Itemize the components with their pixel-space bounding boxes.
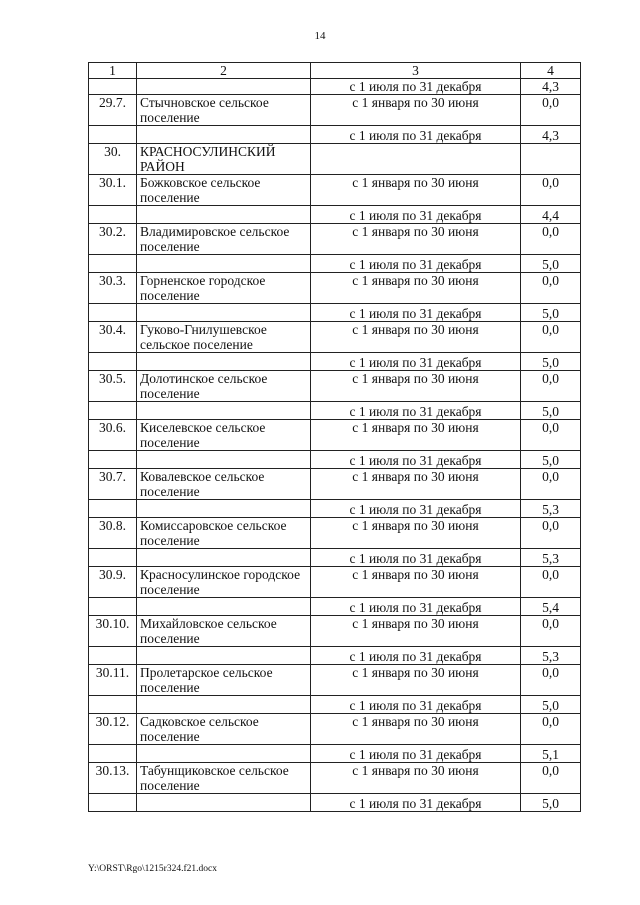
cell-period: с 1 июля по 31 декабря — [311, 206, 521, 224]
cell-period: с 1 июля по 31 декабря — [311, 549, 521, 567]
cell-value: 0,0 — [521, 371, 581, 402]
cell-period: с 1 июля по 31 декабря — [311, 304, 521, 322]
cell-value: 0,0 — [521, 567, 581, 598]
table-row-second-half — [89, 647, 581, 665]
cell-period: с 1 июля по 31 декабря — [311, 647, 521, 665]
cell-num: 29.7. — [89, 95, 137, 126]
cell-num — [89, 647, 137, 665]
cell-value: 0,0 — [521, 95, 581, 126]
table-row — [89, 616, 581, 647]
cell-num — [89, 451, 137, 469]
table-row-second-half — [89, 255, 581, 273]
table-row — [89, 224, 581, 255]
cell-name: Табунщиковское сельское поселение — [137, 763, 311, 794]
header-row — [89, 63, 581, 79]
cell-name — [137, 745, 311, 763]
cell-period: с 1 января по 30 июня — [311, 175, 521, 206]
table-row — [89, 175, 581, 206]
cell-period: с 1 января по 30 июня — [311, 95, 521, 126]
cell-period: с 1 июля по 31 декабря — [311, 598, 521, 616]
cell-period: с 1 июля по 31 декабря — [311, 126, 521, 144]
cell-num: 30.11. — [89, 665, 137, 696]
cell-value: 0,0 — [521, 665, 581, 696]
cell-num: 30.9. — [89, 567, 137, 598]
table-row — [89, 518, 581, 549]
cell-period: с 1 января по 30 июня — [311, 224, 521, 255]
cell-name — [137, 206, 311, 224]
cell-period: с 1 июля по 31 декабря — [311, 79, 521, 95]
cell-value: 0,0 — [521, 469, 581, 500]
cell-period: с 1 июля по 31 декабря — [311, 794, 521, 812]
cell-name: Комиссаровское сельское поселение — [137, 518, 311, 549]
cell-period: с 1 января по 30 июня — [311, 567, 521, 598]
page-number: 14 — [314, 30, 326, 42]
cell-name: Горненское городское поселение — [137, 273, 311, 304]
cell-period: с 1 июля по 31 декабря — [311, 745, 521, 763]
file-path-footer: Y:\ORST\Rgo\1215r324.f21.docx — [88, 864, 217, 874]
header-col-2: 2 — [137, 63, 311, 79]
cell-period: с 1 июля по 31 декабря — [311, 500, 521, 518]
cell-period: с 1 января по 30 июня — [311, 616, 521, 647]
cell-period: с 1 июля по 31 декабря — [311, 696, 521, 714]
cell-num: 30.6. — [89, 420, 137, 451]
cell-period: с 1 июля по 31 декабря — [311, 402, 521, 420]
cell-name — [137, 500, 311, 518]
cell-period — [311, 144, 521, 175]
cell-value: 5,0 — [521, 451, 581, 469]
cell-value: 0,0 — [521, 322, 581, 353]
table-row-second-half — [89, 206, 581, 224]
cell-name: Долотинское сельское поселение — [137, 371, 311, 402]
cell-name: КРАСНОСУЛИНСКИЙ РАЙОН — [137, 144, 311, 175]
cell-value: 5,0 — [521, 304, 581, 322]
cell-num: 30.5. — [89, 371, 137, 402]
cell-period: с 1 января по 30 июня — [311, 714, 521, 745]
cell-value: 5,4 — [521, 598, 581, 616]
cell-value: 5,3 — [521, 549, 581, 567]
cell-name — [137, 794, 311, 812]
table-row-second-half — [89, 745, 581, 763]
table-row — [89, 420, 581, 451]
table-row — [89, 144, 581, 175]
cell-num — [89, 696, 137, 714]
cell-name: Гуково-Гнилушевское сельское поселение — [137, 322, 311, 353]
cell-period: с 1 января по 30 июня — [311, 469, 521, 500]
cell-period: с 1 июля по 31 декабря — [311, 451, 521, 469]
cell-name: Красносулинское городское поселение — [137, 567, 311, 598]
cell-value: 0,0 — [521, 518, 581, 549]
cell-period: с 1 января по 30 июня — [311, 322, 521, 353]
cell-num — [89, 745, 137, 763]
cell-value: 5,0 — [521, 353, 581, 371]
table-row — [89, 95, 581, 126]
table-row-second-half — [89, 549, 581, 567]
cell-name — [137, 598, 311, 616]
cell-name — [137, 255, 311, 273]
cell-value — [521, 144, 581, 175]
cell-num — [89, 206, 137, 224]
cell-num: 30.2. — [89, 224, 137, 255]
cell-name: Владимировское сельское поселение — [137, 224, 311, 255]
continuation-row — [89, 79, 581, 95]
cell-num: 30.8. — [89, 518, 137, 549]
cell-value: 5,3 — [521, 500, 581, 518]
cell-num: 30.4. — [89, 322, 137, 353]
table-row — [89, 714, 581, 745]
cell-num: 30.10. — [89, 616, 137, 647]
cell-period: с 1 января по 30 июня — [311, 420, 521, 451]
table-row — [89, 273, 581, 304]
cell-value: 0,0 — [521, 273, 581, 304]
cell-num — [89, 79, 137, 95]
cell-num — [89, 304, 137, 322]
cell-name — [137, 647, 311, 665]
cell-num — [89, 353, 137, 371]
table-row-second-half — [89, 598, 581, 616]
cell-period: с 1 января по 30 июня — [311, 665, 521, 696]
cell-value: 0,0 — [521, 420, 581, 451]
cell-name: Божковское сельское поселение — [137, 175, 311, 206]
cell-period: с 1 января по 30 июня — [311, 763, 521, 794]
cell-num — [89, 255, 137, 273]
cell-period: с 1 июля по 31 декабря — [311, 255, 521, 273]
cell-value: 5,0 — [521, 696, 581, 714]
table-row-second-half — [89, 794, 581, 812]
cell-name: Ковалевское сельское поселение — [137, 469, 311, 500]
table-row-second-half — [89, 500, 581, 518]
cell-value: 4,3 — [521, 79, 581, 95]
header-col-3: 3 — [311, 63, 521, 79]
table-row-second-half — [89, 402, 581, 420]
cell-name — [137, 402, 311, 420]
table-row — [89, 469, 581, 500]
cell-num — [89, 500, 137, 518]
table-row — [89, 567, 581, 598]
table-row-second-half — [89, 304, 581, 322]
table-row — [89, 371, 581, 402]
cell-period: с 1 июля по 31 декабря — [311, 353, 521, 371]
tariff-table — [88, 62, 581, 812]
cell-name — [137, 79, 311, 95]
cell-value: 5,0 — [521, 794, 581, 812]
table-row-second-half — [89, 353, 581, 371]
cell-num — [89, 402, 137, 420]
cell-num: 30.3. — [89, 273, 137, 304]
cell-name — [137, 549, 311, 567]
cell-value: 0,0 — [521, 616, 581, 647]
cell-value: 5,0 — [521, 402, 581, 420]
cell-name: Садковское сельское поселение — [137, 714, 311, 745]
cell-value: 4,4 — [521, 206, 581, 224]
table-row-second-half — [89, 451, 581, 469]
cell-value: 0,0 — [521, 763, 581, 794]
cell-num — [89, 794, 137, 812]
cell-value: 0,0 — [521, 175, 581, 206]
cell-value: 5,0 — [521, 255, 581, 273]
cell-num: 30.7. — [89, 469, 137, 500]
cell-period: с 1 января по 30 июня — [311, 371, 521, 402]
cell-name — [137, 451, 311, 469]
cell-period: с 1 января по 30 июня — [311, 518, 521, 549]
cell-period: с 1 января по 30 июня — [311, 273, 521, 304]
cell-value: 5,3 — [521, 647, 581, 665]
header-col-1: 1 — [89, 63, 137, 79]
cell-name: Киселевское сельское поселение — [137, 420, 311, 451]
cell-name — [137, 126, 311, 144]
cell-value: 0,0 — [521, 224, 581, 255]
table-row-second-half — [89, 696, 581, 714]
cell-value: 0,0 — [521, 714, 581, 745]
cell-num: 30.12. — [89, 714, 137, 745]
cell-num: 30.1. — [89, 175, 137, 206]
table-row — [89, 322, 581, 353]
cell-num — [89, 126, 137, 144]
table-row — [89, 763, 581, 794]
cell-value: 4,3 — [521, 126, 581, 144]
cell-num — [89, 598, 137, 616]
cell-num — [89, 549, 137, 567]
cell-num: 30. — [89, 144, 137, 175]
cell-name: Михайловское сельское поселение — [137, 616, 311, 647]
table-row-second-half — [89, 126, 581, 144]
cell-num: 30.13. — [89, 763, 137, 794]
cell-name: Пролетарское сельское поселение — [137, 665, 311, 696]
cell-name — [137, 353, 311, 371]
header-col-4: 4 — [521, 63, 581, 79]
cell-name — [137, 696, 311, 714]
table-row — [89, 665, 581, 696]
cell-value: 5,1 — [521, 745, 581, 763]
cell-name: Стычновское сельское поселение — [137, 95, 311, 126]
cell-name — [137, 304, 311, 322]
